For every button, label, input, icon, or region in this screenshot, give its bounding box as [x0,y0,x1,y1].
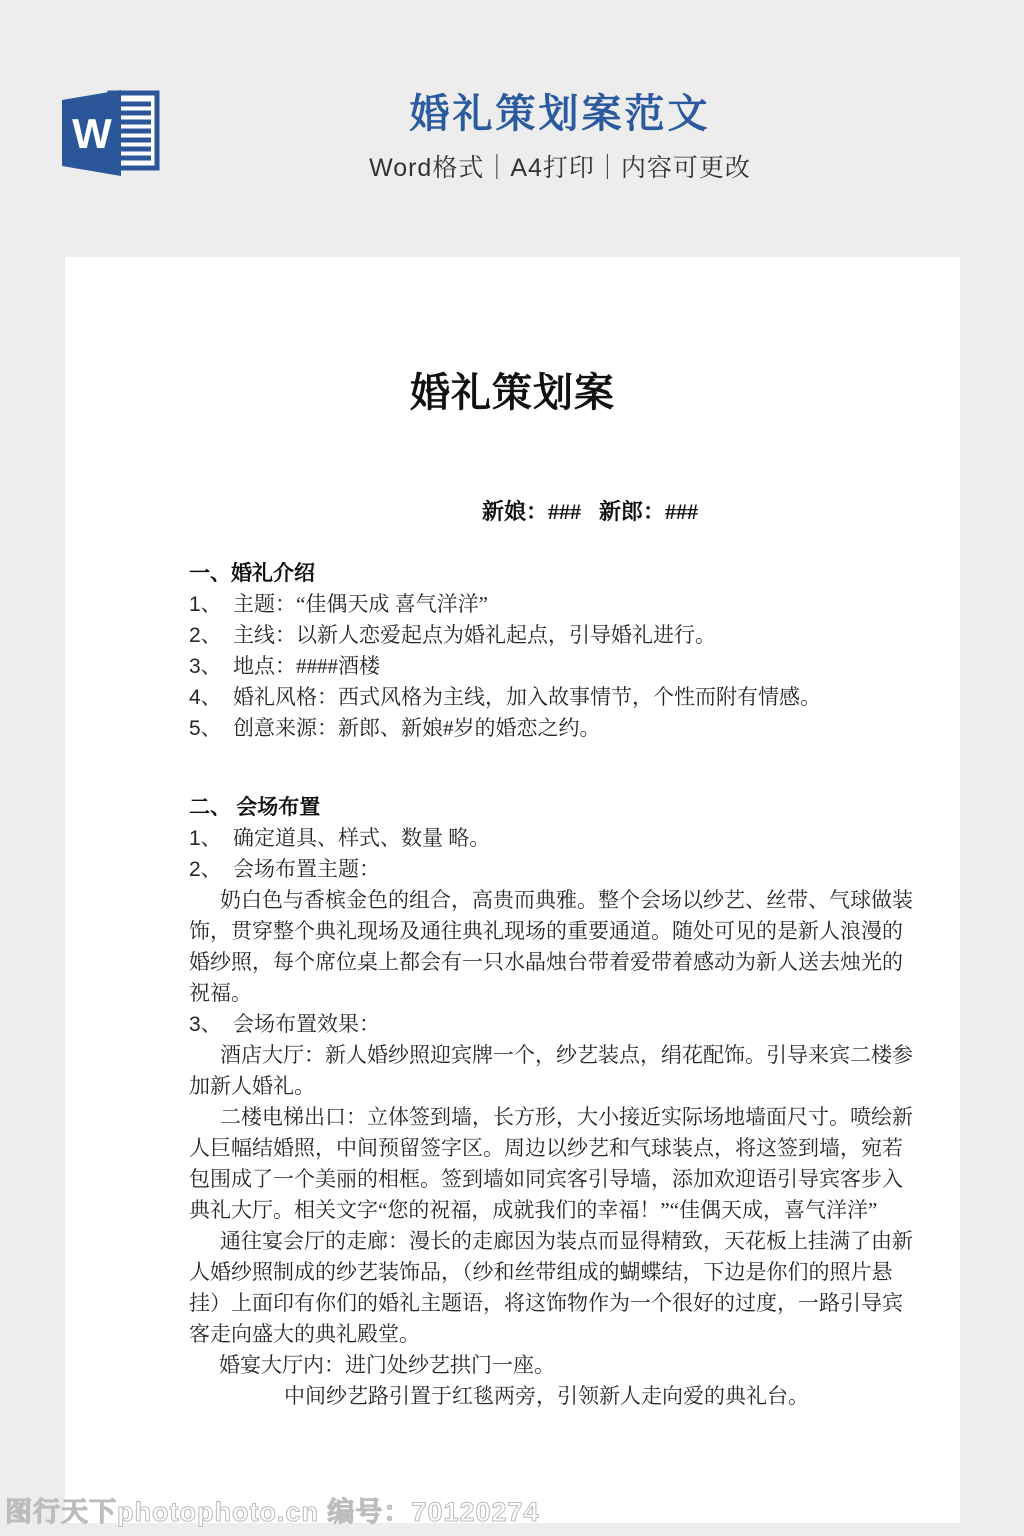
list-item-number: 4、 [189,686,222,709]
list-item-text: 主题：“佳偶天成 喜气洋洋” [233,592,488,616]
document-body [189,558,913,1412]
paragraph-line: 中间纱艺路引置于红毯两旁，引领新人走向爱的典礼台。 [284,1384,809,1408]
list-item-text: 创意来源：新郎、新娘#岁的婚恋之约。 [233,716,601,740]
paragraph [189,1226,913,1350]
paragraph-line: 典礼大厅。相关文字“您的祝福，成就我们的幸福！”“佳偶天成，喜气洋洋” [189,1198,878,1222]
paragraph [189,1102,913,1226]
document-page [65,257,960,1523]
paragraph-line: 挂）上面印有你们的婚礼主题语，将这饰物作为一个很好的过度，一路引导宾 [189,1291,903,1315]
list-item-text: 婚礼风格：西式风格为主线，加入故事情节，个性而附有情感。 [233,685,821,709]
list-item-number: 3、 [189,655,222,678]
list-item [189,682,837,713]
paragraph-line: 人婚纱照制成的纱艺装饰品，（纱和丝带组成的蝴蝶结，下边是你们的照片悬 [189,1260,893,1284]
template-header [0,0,1024,257]
list-item-number: 1、 [189,593,222,616]
list-item [189,651,837,682]
groom-name-field: 新郎：### [599,499,699,524]
word-icon-letter: W [72,110,112,157]
list-item [189,713,837,744]
paragraph-line: 饰，贯穿整个典礼现场及通往典礼现场的重要通道。随处可见的是新人浪漫的 [189,919,903,943]
paragraph-line: 祝福。 [189,981,252,1005]
list-item-number: 2、 [189,624,222,647]
template-subtitle: Word格式｜A4打印｜内容可更改 [369,154,751,182]
paragraph-line: 加新人婚礼。 [189,1074,315,1098]
document-title: 婚礼策划案 [410,370,615,415]
list-item-text: 会场布置主题： [233,857,380,881]
bride-name-field: 新娘：### [482,499,582,524]
paragraph-line: 客走向盛大的典礼殿堂。 [189,1322,420,1346]
paragraph-line: 包围成了一个美丽的相框。签到墙如同宾客引导墙，添加欢迎语引导宾客步入 [189,1167,903,1191]
paragraph-line: 婚宴大厅内：进门处纱艺拱门一座。 [219,1353,555,1377]
list-item [189,823,837,854]
paragraph [189,885,913,1009]
section-heading-1: 一、婚礼介绍 [189,561,315,585]
list-item-number: 3、 [189,1013,222,1036]
paragraph-line: 二楼电梯出口：立体签到墙，长方形，大小接近实际场地墙面尺寸。喷绘新 [220,1105,913,1129]
paragraph-line: 酒店大厅：新人婚纱照迎宾牌一个，纱艺装点，绢花配饰。引导来宾二楼参 [220,1043,913,1067]
list-item-text: 确定道具、样式、数量 略。 [233,826,491,850]
template-header-text [96,90,1024,184]
list-item [189,620,837,651]
list-item-number: 2、 [189,858,222,881]
paragraph-line: 婚纱照，每个席位桌上都会有一只水晶烛台带着爱带着感动为新人送去烛光的 [189,950,903,974]
names-line [482,495,698,526]
list-item-number: 1、 [189,827,222,850]
list-item-text: 主线：以新人恋爱起点为婚礼起点，引导婚礼进行。 [233,623,716,647]
list-item-number: 5、 [189,717,222,740]
paragraph [189,1040,913,1102]
paragraph-line: 奶白色与香槟金色的组合，高贵而典雅。整个会场以纱艺、丝带、气球做装 [220,888,913,912]
paragraph-line: 通往宴会厅的走廊：漫长的走廊因为装点而显得精致，天花板上挂满了由新 [220,1229,913,1253]
list-item-text: 地点：####酒楼 [233,654,380,678]
list-item [189,589,837,620]
list-item [189,854,837,885]
list-item [189,1009,837,1040]
watermark-text: 图行天下photophoto.cn 编号：70120274 [5,1497,540,1527]
paragraph-line: 人巨幅结婚照，中间预留签字区。周边以纱艺和气球装点，将这签到墙，宛若 [189,1136,903,1160]
section-heading-2: 二、 会场布置 [189,795,321,819]
template-title: 婚礼策划案范文 [409,92,711,136]
list-item-text: 会场布置效果： [233,1012,380,1036]
